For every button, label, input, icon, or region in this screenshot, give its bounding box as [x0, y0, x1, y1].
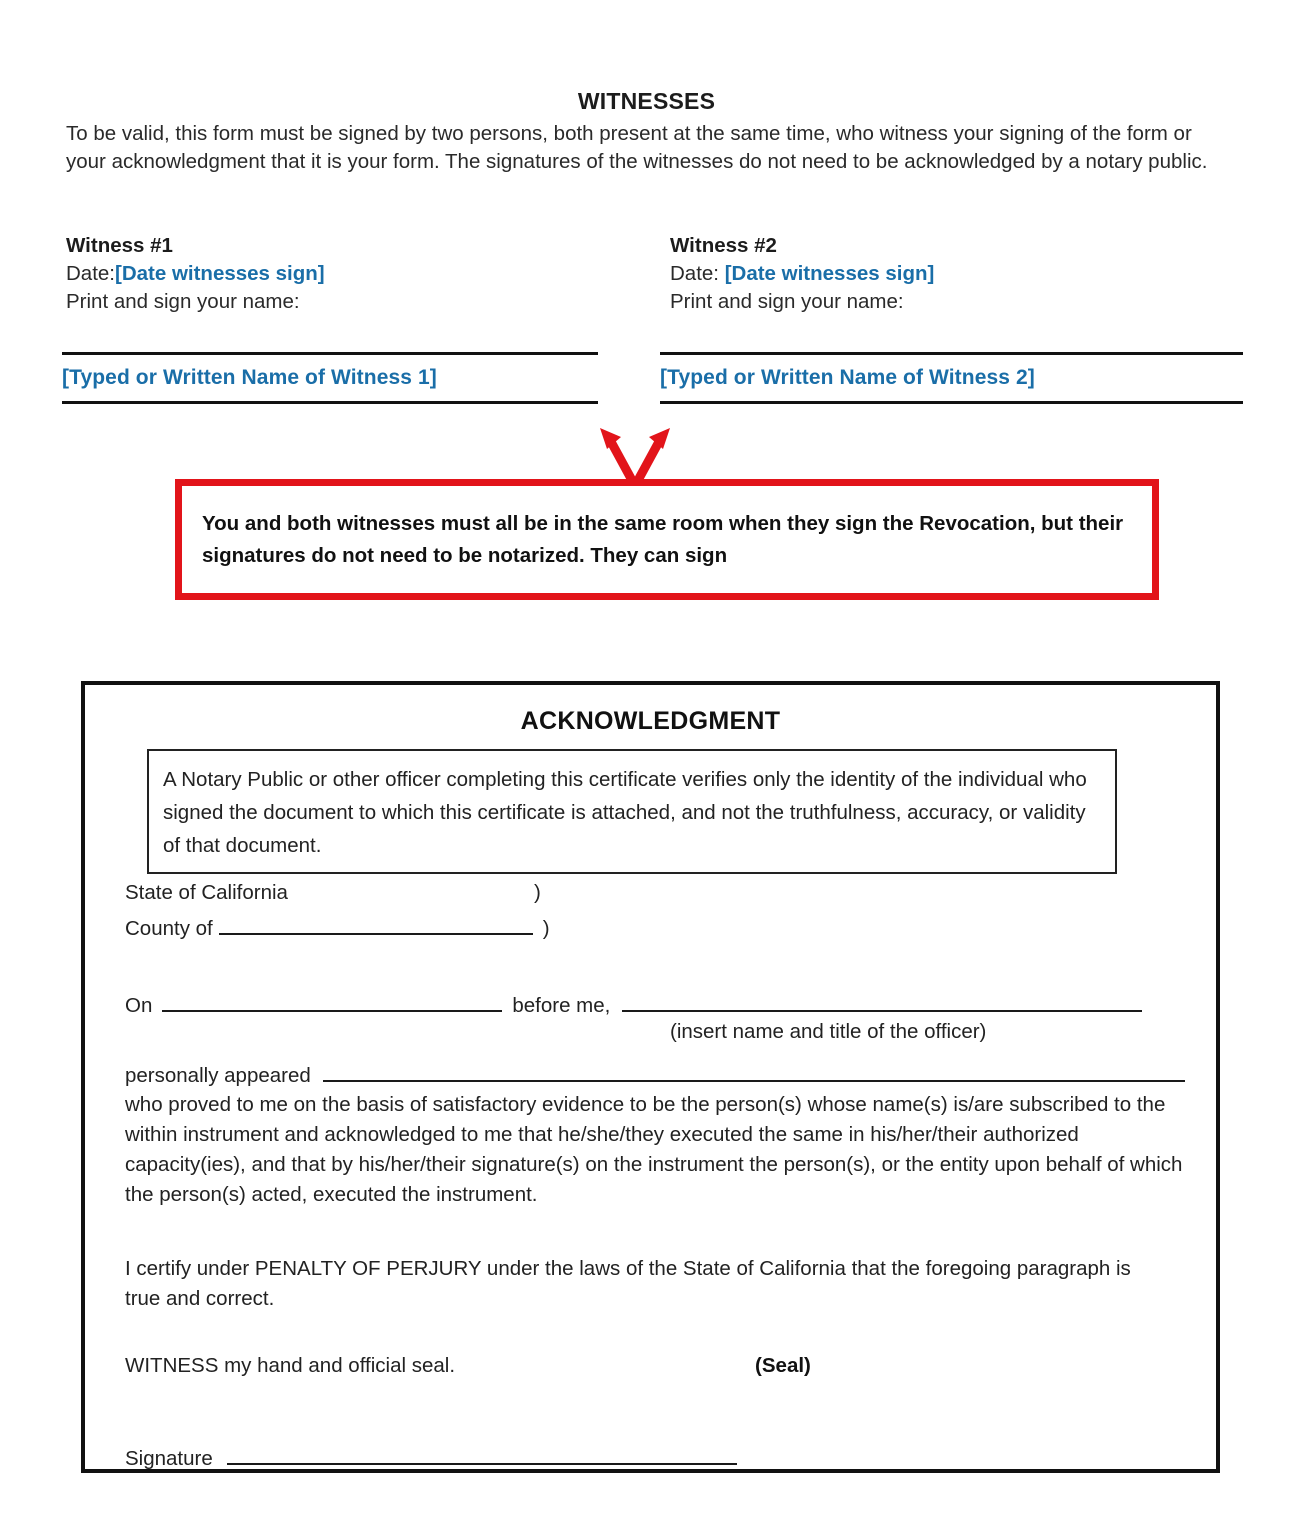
signature-row [125, 1442, 1185, 1472]
witness-1-block [66, 232, 606, 316]
notary-notice-box [147, 749, 1117, 874]
signature-input-blank[interactable] [227, 1442, 737, 1466]
witness-1-date-label: Date: [66, 262, 115, 285]
callout-arrows [575, 424, 695, 486]
acknowledgment-body-paragraph: who proved to me on the basis of satisfactory evidence to be the person(s) whose name(s) is/are subscribed to the within instrument and acknowledged to me that he/she/they executed the same in his/her/their authorized capacity(ies), and that by his/her/their signature(s) on the instrument the person(s), or the entity upon behalf of which the person(s) acted, executed the instrument. [125, 1092, 1183, 1206]
on-label: On [125, 994, 153, 1018]
witness-1-name-rule [62, 401, 598, 404]
witnesses-intro-paragraph: To be valid, this form must be signed by two persons, both present at the same time, who witness your signing of the form or your acknowledgment that it is your form. The signatures of the witnesses do not need to be acknowledged by a notary public. [66, 122, 1208, 173]
acknowledgment-fields [125, 881, 1185, 1471]
date-input-blank[interactable] [162, 989, 502, 1013]
acknowledgment-box [81, 681, 1220, 1473]
acknowledgment-heading: ACKNOWLEDGMENT [520, 707, 781, 735]
witness-2-name-placeholder[interactable]: [Typed or Written Name of Witness 2] [660, 366, 1035, 389]
witness-2-block [670, 232, 1210, 316]
county-row [125, 911, 1185, 941]
notary-notice-text: A Notary Public or other officer completing this certificate verifies only the identity of the individual who signed the document to which this certificate is attached, and not the truthfulness, accuracy, or validity of that document. [163, 768, 1087, 857]
witness-1-date-placeholder[interactable]: [Date witnesses sign] [115, 262, 325, 285]
witness-2-heading: Witness #2 [670, 234, 777, 257]
witness-1-signature-group [62, 352, 598, 404]
witness-1-print-label: Print and sign your name: [66, 290, 300, 313]
signature-label: Signature [125, 1447, 213, 1471]
red-callout-box [175, 479, 1159, 600]
witness-1-date-line [66, 260, 606, 288]
on-before-me-row [125, 989, 1185, 1019]
perjury-paragraph: I certify under PENALTY OF PERJURY under the laws of the State of California that the foregoing paragraph is true and correct. [125, 1256, 1131, 1310]
witness-2-name-rule [660, 401, 1243, 404]
witness-1-heading: Witness #1 [66, 234, 173, 257]
officer-name-input-blank[interactable] [622, 989, 1142, 1013]
before-me-label: before me, [512, 994, 611, 1018]
witness-1-name-placeholder[interactable]: [Typed or Written Name of Witness 1] [62, 366, 437, 389]
officer-caption: (insert name and title of the officer) [670, 1020, 987, 1044]
witness-2-print-label: Print and sign your name: [670, 290, 904, 313]
personally-appeared-row [125, 1058, 1185, 1088]
county-paren: ) [542, 916, 550, 940]
witness-2-date-line [670, 260, 1210, 288]
witnesses-heading: WITNESSES [577, 88, 716, 114]
witness-seal-label: WITNESS my hand and official seal. [125, 1353, 456, 1377]
state-paren: ) [533, 881, 541, 904]
county-label: County of [125, 916, 213, 940]
personally-appeared-input-blank[interactable] [323, 1058, 1185, 1082]
witness-2-signature-group [660, 352, 1243, 404]
witness-seal-row [125, 1354, 1185, 1378]
state-label: State of California [125, 881, 288, 904]
callout-text: You and both witnesses must all be in the same room when they sign the Revocation, but their signatures do not need to be notarized. They can sign [202, 512, 1124, 567]
double-arrow-icon [575, 424, 695, 486]
witness-2-date-label: Date: [670, 262, 719, 285]
state-row [125, 881, 1185, 905]
witness-2-date-placeholder[interactable]: [Date witnesses sign] [724, 262, 935, 285]
county-input-blank[interactable] [219, 911, 533, 935]
personally-appeared-label: personally appeared [125, 1063, 311, 1087]
seal-label: (Seal) [755, 1353, 811, 1377]
